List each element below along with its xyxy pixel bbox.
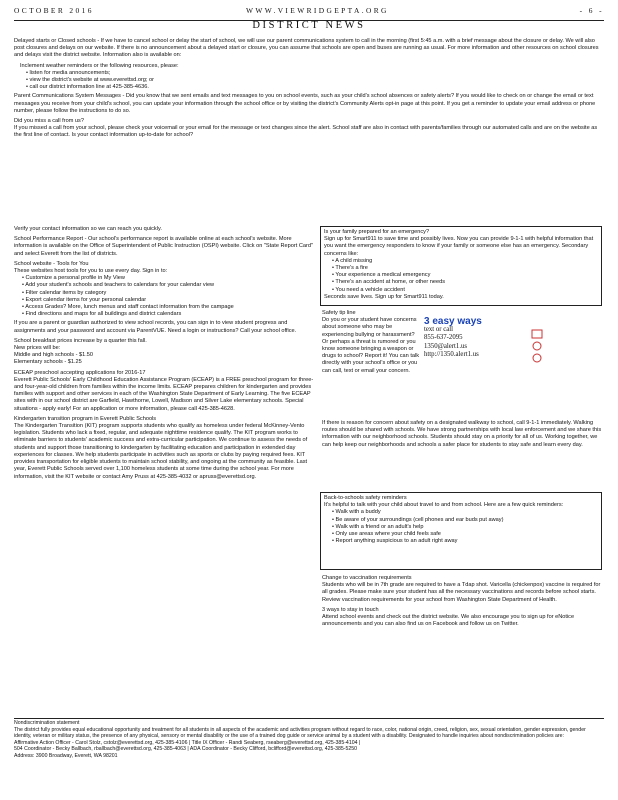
resource-list (14, 70, 602, 92)
left-column (14, 226, 314, 484)
list-item: • Add your student's schools and teachers to calendars for your calendar view (22, 282, 314, 289)
stay-in-touch-heading: 3 ways to stay in touch (322, 606, 379, 613)
list-item: • You need a vehicle accident (332, 287, 598, 294)
tip-website[interactable]: http://1350.alert1.us (424, 350, 479, 358)
three-easy-ways-box (424, 318, 530, 359)
vaccination-heading: Change to vaccination requirements (322, 575, 412, 581)
safety-reminders-intro: It's helpful to talk with your child about travel to and from school. Here are a few quick reminders: (324, 502, 564, 509)
text-or-call-label: text or call (424, 326, 454, 334)
coordinator-contacts: 504 Coordinator - Becky Ballbach, rballbach@everettsd.org, 425-385-4063 | ADA Coordinator - Becky Clifford, bclifford@everettsd.org, 425-385-5250 (14, 746, 358, 753)
list-item: • listen for media announcements; (26, 70, 602, 77)
vaccination-paragraph: Students who will be in 7th grade are required to have a Tdap shot. Varicella (chickenpox) vaccine is required for all grades. Please make sure your student has all the necessary vaccinations and records before school starts. Review vaccination requirements for your school from Washington State Department of Health. (322, 582, 601, 603)
smart911-signup: Seconds save lives. Sign up for Smart911 today. (324, 293, 444, 300)
list-item: • Filter calendar items by category (22, 290, 314, 297)
closures-paragraph: Delayed starts or Closed schools - If we have to cancel school or delay the start of school, we will use our parent communications system to call in the morning (first 5:45 a.m. with a brief message about the closure or delay. We will also post closures and delays on our website. If there is no announcement about a delayed start or closure, you can assume that schools are open and buses are running as usual. For more information and other resources on school closures and delays visit the district website. Information also is available on: (14, 38, 599, 59)
parentvue-paragraph: If you are a parent or guardian authorized to view school records, you can sign in to view student progress and assignments and your password and account via ParentVUE. Need a login or instructions? Call your school office. (14, 320, 297, 334)
safety-reminders-list (324, 509, 598, 545)
footer-divider (14, 718, 604, 719)
eceap-paragraph: Everett Public Schools' Early Childhood Education Assistance Program (ECEAP) is a FREE preschool program for three- and four-year-old children from families within the income limits. ECEAP prepares children for kindergarten and provides families with support and other services in each of the Washington State Department of Early Learning. The five ECEAP sites with in our school district are Garfield, Hawthorne, Lowell, Madison and Silver Lake elementary schools. Special situations - apply early! For an application or more information, please call 425-385-4628. (14, 376, 314, 412)
kit-paragraph: The Kindergarten Transition (KIT) program supports students who qualify as homeless under federal McKinney-Vento legislation. Students who lack a fixed, regular, and adequate nighttime residence qualify. The KIT program works to eliminate barriers to students' academic success and extra-curricular participation. We continue to assess the needs of students and support those transitioning to kindergarten by facilitating education and participation in extended day experiences for classes. We help students participate in activities such as sports or clubs by paying required fees. KIT provides transportation for eligible students to maintain school stability, and ongoing at the community as feasible. Last year, Everett Public Schools served over 1,100 homeless students at some time during the school year. For more information, visit the KIT website or contact Amy Pruss at 425-385-4032 or apruss@everettsd.org. (14, 423, 308, 480)
nondiscrimination-heading: Nondiscrimination statement (14, 720, 80, 726)
stay-in-touch-paragraph: Attend school events and check out the district website. We also encourage you to sign up for eNotice announcements and you can also find us on Facebook and follow us on Twitter. (322, 614, 575, 628)
performance-report-paragraph: School Performance Report - Our school's performance report is available online at each school's website. More information is available on the Office of Superintendent of Public Instruction (OSPI) website. Click on "State Report Card" and select Everett from the list of districts. (14, 236, 313, 257)
tools-list (14, 275, 314, 318)
tip-email[interactable]: 1350@alert1.us (424, 342, 468, 350)
safety-concern-paragraph: If there is reason for concern about safety on a designated walkway to school, call 9-1-1 immediately. Walking routes should be shared with schools. We have strong partnerships with local law enforcement and we share this information with our neighborhood schools. Students should stay on a priority for all of us. Working together, we can help keep our neighborhoods and schools a safer place for students to stay safe and learn every day. (322, 420, 602, 448)
list-item: • There's a fire (332, 265, 598, 272)
page-title: DISTRICT NEWS (252, 20, 366, 31)
three-easy-ways-title: 3 easy ways (424, 316, 482, 327)
inclement-weather-paragraph: Inclement weather reminders or the following resources, please: (20, 62, 179, 69)
emergency-box (320, 226, 602, 306)
list-item: • Find directions and maps for all buildings and district calendars (22, 311, 314, 318)
emergency-heading: Is your family prepared for an emergency? (324, 229, 430, 235)
list-item: • Walk with a buddy (332, 509, 598, 516)
nondiscrimination-body: The district fully provides equal educational opportunity and treatment for all students in all aspects of the academic and activities program without regard to race, color, national origin, creed, religion, sex, sexual orientation, gender expression, gender identity, veteran or military status, the presence of any physical, sensory or mental disability or the use of a trained dog guide or service animal by a student with a disability. Designated to handle inquiries about nondiscrimination policies are: (14, 726, 586, 740)
safety-reminders-box (320, 492, 602, 570)
list-item: • There's an accident at home, or other needs (332, 279, 598, 286)
safety-tip-section (322, 310, 422, 378)
list-item: • Access Grades? More, lunch menus and staff contact information from the campage (22, 304, 314, 311)
breakfast-paragraph: School breakfast prices increase by a quarter this fall. (14, 337, 147, 344)
list-item: • Export calendar items for your personal calendar (22, 297, 314, 304)
list-item: • Your experience a medical emergency (332, 272, 598, 279)
right-column-lower (322, 575, 602, 631)
header-month: OCTOBER 2016 (14, 6, 94, 15)
page-header (14, 7, 604, 19)
contact-icons (530, 328, 550, 368)
missed-call-paragraph: If you missed a call from your school, please check your voicemail or your email for the message or text changes since the alert. School staff are also in contact with parents/families through our automated calls and are on the website as the first line of contact. Is your contact information up-to-date for school? (14, 125, 598, 139)
tools-intro: These websites host tools for you to use every day. Sign in to: (14, 268, 168, 275)
emergency-list (324, 258, 598, 294)
nondiscrimination-statement (14, 720, 602, 760)
right-column (322, 420, 602, 452)
tools-heading: School website - Tools for You (14, 260, 89, 267)
list-item: • Report anything suspicious to an adult right away (332, 538, 598, 545)
new-prices-label: New prices will be: (14, 345, 61, 352)
list-item: • Be aware of your surroundings (cell phones and ear buds put away) (332, 517, 598, 524)
list-item: • Walk with a friend or an adult's help (332, 524, 598, 531)
list-item: • call our district information line at 425-385-4636. (26, 84, 602, 91)
list-item: • Only use areas where your child feels safe (332, 531, 598, 538)
district-address: Address: 3900 Broadway, Everett, WA 98201 (14, 752, 118, 759)
verify-contact-paragraph: Verify your contact information so we can reach you quickly. (14, 226, 162, 232)
communications-paragraph: Parent Communications System Messages - Did you know that we sent emails and text messages to you on school events, such as your child's school absences or safety alerts? If you would like to check on or change the email or text messages you receive from your child's school, you can update your information through the school office or by visiting the district's Community Alerts opt-in page at this point. If you get a reminder to update your email address or phone number, please follow the instructions to do so. (14, 93, 596, 114)
header-page-number: - 6 - (579, 6, 604, 15)
elementary-price: Elementary schools - $1.25 (14, 359, 82, 366)
intro-section (14, 38, 602, 143)
list-item: • A child missing (332, 258, 598, 265)
header-website[interactable]: WWW.VIEWRIDGEPTA.ORG (246, 6, 389, 15)
missed-call-heading: Did you miss a call from us? (14, 118, 84, 125)
secondary-price: Middle and high schools - $1.50 (14, 352, 93, 359)
phone-email-web-icons (530, 328, 550, 368)
list-item: • view the district's website at www.everettsd.org; or (26, 77, 602, 84)
kit-heading: Kindergarten transition program in Everett Public Schools (14, 415, 157, 422)
list-item: • Customize a personal profile in My View (22, 275, 314, 282)
eceap-heading: ECEAP preschool accepting applications for 2016-17 (14, 369, 146, 376)
tip-phone-number[interactable]: 855-637-2095 (424, 334, 463, 342)
safety-tip-heading: Safety tip line (322, 310, 356, 316)
smart911-paragraph: Sign up for Smart911 to save time and possibly lives. Now you can provide 9-1-1 with helpful information that you want the emergency responders to know if your family or someone else has an emergency. Secondary concerns like: (324, 236, 594, 257)
safety-tip-paragraph: Do you or your student have concerns about someone who may be experiencing bullying or harassment? Or perhaps a threat is rumored or you know someone bringing a weapon or drugs to school? Report it! You can talk directly with your school's office or you can call, text or email your concern. (322, 317, 420, 374)
safety-reminders-heading: Back-to-schools safety reminders (324, 495, 407, 501)
affirmative-action-contacts: Affirmative Action Officer - Carol Stolz, cstolz@everettsd.org, 425-385-4106 | Title IX Officer - Randi Seaberg, rseaberg@everettsd.org, 425-385-4104 | (14, 739, 361, 746)
